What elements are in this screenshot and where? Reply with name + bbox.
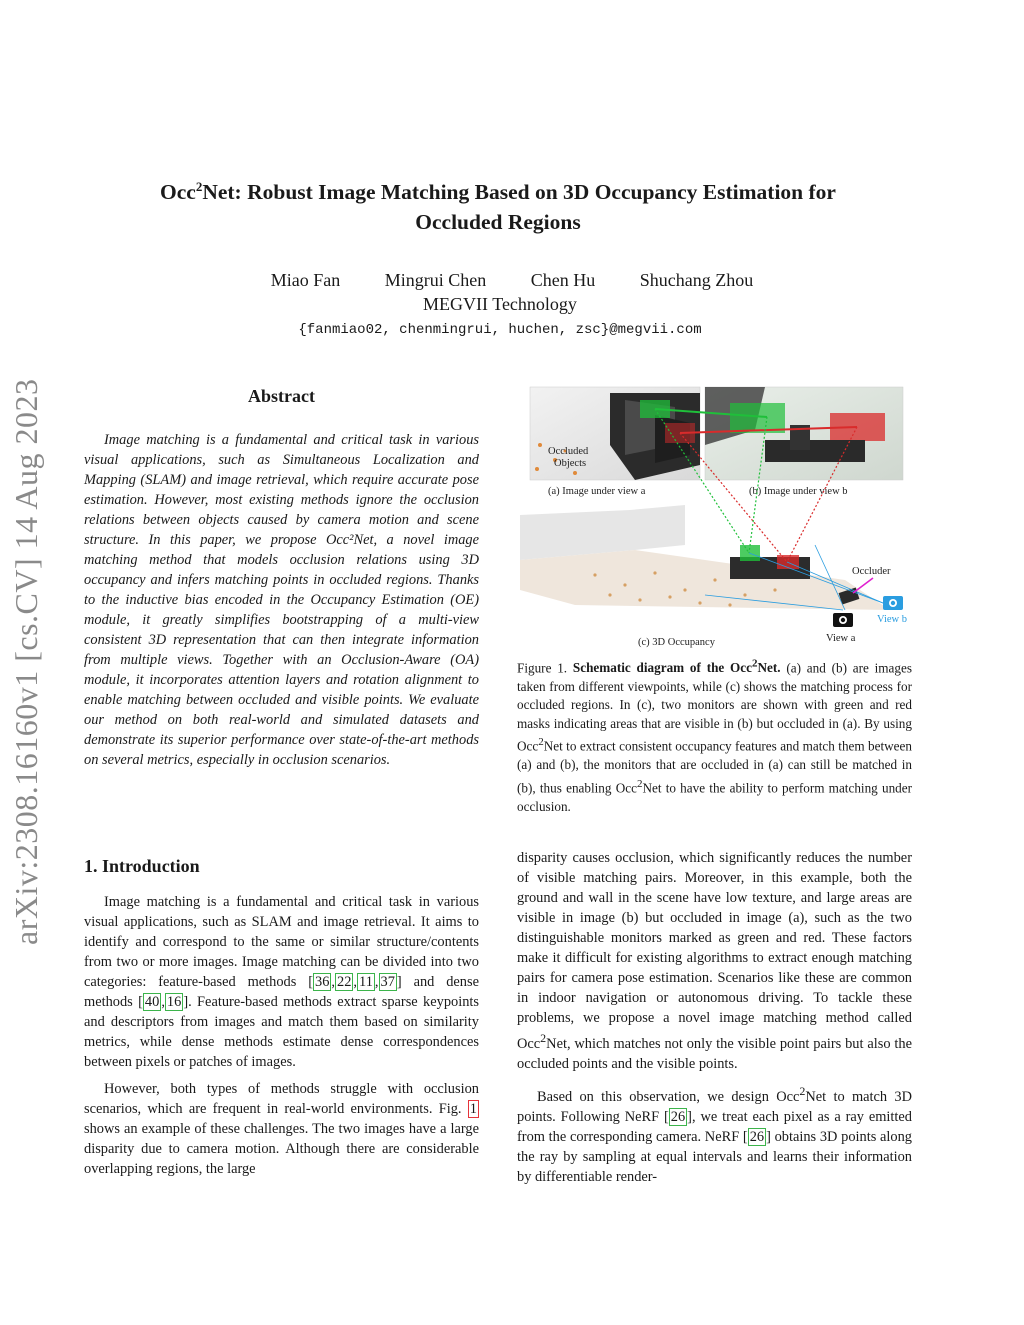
camera-view-b-icon bbox=[883, 596, 903, 610]
arxiv-stamp: arXiv:2308.16160v1 [cs.CV] 14 Aug 2023 bbox=[8, 378, 44, 945]
citation-link[interactable]: 37 bbox=[380, 974, 395, 990]
camera-view-a-icon bbox=[833, 613, 853, 627]
citation-link[interactable]: 11 bbox=[359, 974, 373, 990]
author: Miao Fan bbox=[270, 270, 341, 290]
image-view-b bbox=[705, 387, 903, 480]
citation-link[interactable]: 22 bbox=[337, 974, 352, 990]
author-emails: {fanmiao02, chenmingrui, huchen, zsc}@megvii.com bbox=[298, 322, 702, 338]
paragraph: Based on this observation, we design Occ$^2$Net to match 3D points. Following NeRF [ 26 ], we treat each pixel as a ray emitted from the corresponding camera. NeRF [ 26 ] obtains 3D points along the ray by sampling at equal intervals and learns their information by differentiable render- bbox=[517, 1083, 912, 1185]
label-occluded-line1: Occluded bbox=[548, 446, 589, 457]
figure-ref-link[interactable]: 1 bbox=[469, 1101, 477, 1117]
label-view-b: View b bbox=[877, 614, 907, 625]
abstract-heading: Abstract bbox=[248, 386, 315, 406]
affiliation: MEGVII Technology bbox=[423, 294, 577, 314]
citation-link[interactable]: 36 bbox=[315, 974, 330, 990]
occupancy-3d-view bbox=[520, 505, 890, 610]
paragraph: disparity causes occlusion, which significantly reduces the number of visible matching pairs. Moreover, in this example, both the ground and wall in the scene have low texture, and large areas are visible in image (b) but occluded in image (a), such as the two distinguishable monitors marked as green and red. These factors make it difficult for existing algorithms to extract enough matching pairs for camera pose estimation. Scenarios like these are common in indoor navigation or autonomous driving. To tackle these problems, we propose a novel image matching method called Occ$^2$Net, which matches not only the visible point pairs but also the occluded points and the visible points. bbox=[517, 850, 912, 1072]
paper-title: Occ$^2$Net: Robust Image Matching Based on 3D Occupancy Estimation for Occluded Regions bbox=[160, 179, 836, 235]
label-c: (c) 3D Occupancy bbox=[638, 637, 715, 648]
green-mask bbox=[730, 403, 785, 433]
paragraph: However, both types of methods struggle with occlusion scenarios, which are frequent in real-world environments. Fig. 1 shows an example of these challenges. The two images have a large disparity due to camera motion. Although there are considerable overlapping regions, the large bbox=[84, 1081, 479, 1177]
citation-link[interactable]: 16 bbox=[166, 994, 182, 1010]
author: Chen Hu bbox=[530, 270, 596, 290]
intro-column-left bbox=[84, 892, 479, 1186]
label-view-a: View a bbox=[826, 633, 856, 644]
author: Shuchang Zhou bbox=[639, 270, 754, 290]
figure-caption: Figure 1. Schematic diagram of the Occ$^2$Net. (a) and (b) are images taken from different viewpoints, while (c) shows the matching process for occluded regions. In (c), two monitors are shown with green and red masks indicating areas that are visible in (b) but occluded in (a). By using Occ$^2$Net to extract consistent occupancy features and match them between (a) and (b), the monitors that are occluded in (a) can still be matched in (b), thus enabling Occ$^2$Net to have the ability to perform matching under occlusion. bbox=[517, 658, 912, 814]
citation-link[interactable]: 26 bbox=[670, 1108, 686, 1125]
label-b: (b) Image under view b bbox=[749, 486, 848, 497]
paragraph: Image matching is a fundamental and critical task in various visual applications, such as SLAM and image retrieval. It aims to identify and correspond to the same or similar structure/contents from two or more images. Image matching can be divided into two categories: feature-based methods [ 36 , 22 , 11 , 37 ] and dense methods [ 40 , 16 ]. Feature-based methods extract sparse keypoints and descriptors from images and match them based on similarity metrics, while dense methods estimate dense correspondences between pixels or patches of images. bbox=[84, 894, 480, 1070]
label-occluder: Occluder bbox=[852, 566, 891, 577]
figure-1-illustration bbox=[515, 385, 915, 650]
intro-column-right bbox=[517, 848, 912, 1194]
author: Mingrui Chen bbox=[384, 270, 487, 290]
citation-link[interactable]: 40 bbox=[144, 994, 160, 1010]
section-heading-introduction: 1. Introduction bbox=[84, 856, 200, 876]
author-list bbox=[0, 270, 1024, 291]
abstract-text: Image matching is a fundamental and critical task in various visual applications, such as Simultaneous Localization and Mapping (SLAM) and image retrieval, which require accurate pose estimation. However, most existing methods ignore the occlusion relations between objects caused by camera motion and scene structure. In this paper, we propose Occ²Net, a novel image matching method that models occlusion relations using 3D occupancy and infers matching points in occluded regions. Thanks to the inductive bias encoded in the Occupancy Estimation (OE) module, it greatly simplifies bootstrapping of a multi-view consistent 3D representation that can then integrate information from multiple views. Together with an Occlusion-Aware (OA) module, it incorporates attention layers and rotation alignment to enable matching between occluded and visible points. We evaluate our method on both real-world and simulated datasets and demonstrate its superior performance over state-of-the-art methods on several metrics, especially in occlusion scenarios. bbox=[84, 432, 479, 768]
citation-link[interactable]: 26 bbox=[749, 1128, 765, 1145]
label-a: (a) Image under view a bbox=[548, 486, 646, 497]
figure-1 bbox=[515, 385, 915, 650]
label-occluded-line2: Objects bbox=[554, 458, 587, 469]
